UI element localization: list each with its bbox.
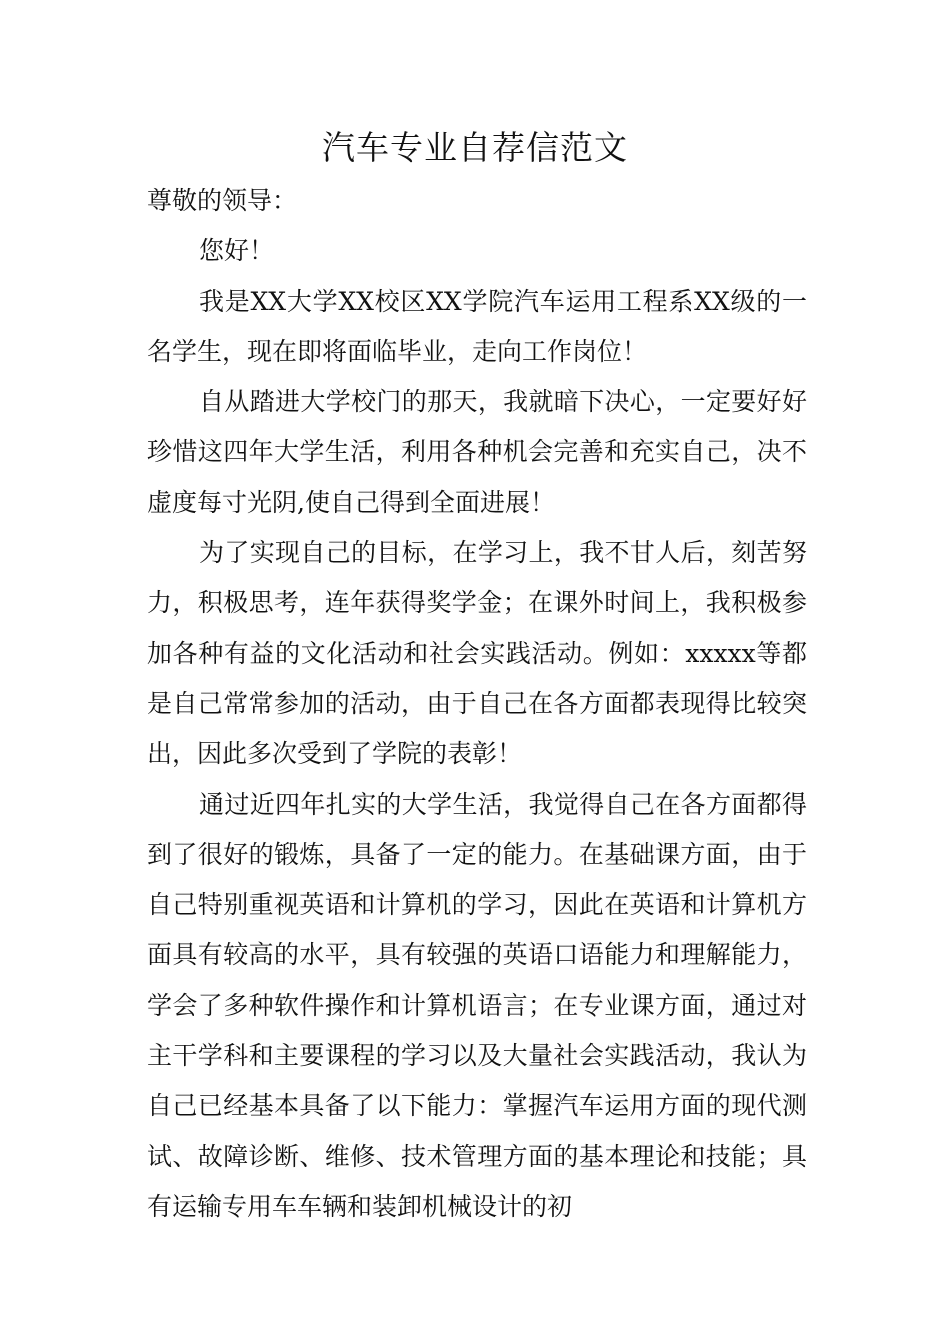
letter-body bbox=[147, 176, 807, 1232]
paragraph-activities: 为了实现自己的目标，在学习上，我不甘人后，刻苦努力，积极思考，连年获得奖学金；在课外时间上，我积极参加各种有益的文化活动和社会实践活动。例如：xxxxx等都是自己常常参加的活动，由于自己在各方面都表现得比较突出，因此多次受到了学院的表彰！ bbox=[147, 538, 807, 769]
paragraph-resolution: 自从踏进大学校门的那天，我就暗下决心，一定要好好珍惜这四年大学生活，利用各种机会完善和充实自己，决不虚度每寸光阴,使自己得到全面进展！ bbox=[147, 387, 807, 517]
document-title: 汽车专业自荐信范文 bbox=[322, 128, 628, 167]
paragraph-greeting: 您好！ bbox=[199, 236, 275, 266]
salutation: 尊敬的领导： bbox=[147, 186, 298, 215]
paragraph-introduction: 我是XX大学XX校区XX学院汽车运用工程系XX级的一名学生，现在即将面临毕业，走向工作岗位！ bbox=[147, 286, 807, 366]
paragraph-abilities: 通过近四年扎实的大学生活，我觉得自己在各方面都得到了很好的锻炼，具备了一定的能力。在基础课方面，由于自己特别重视英语和计算机的学习，因此在英语和计算机方面具有较高的水平，具有较强的英语口语能力和理解能力，学会了多种软件操作和计算机语言；在专业课方面，通过对主干学科和主要课程的学习以及大量社会实践活动，我认为自己已经基本具备了以下能力：掌握汽车运用方面的现代测试、故障诊断、维修、技术管理方面的基本理论和技能；具有运输专用车车辆和装卸机械设计的初 bbox=[147, 789, 807, 1221]
